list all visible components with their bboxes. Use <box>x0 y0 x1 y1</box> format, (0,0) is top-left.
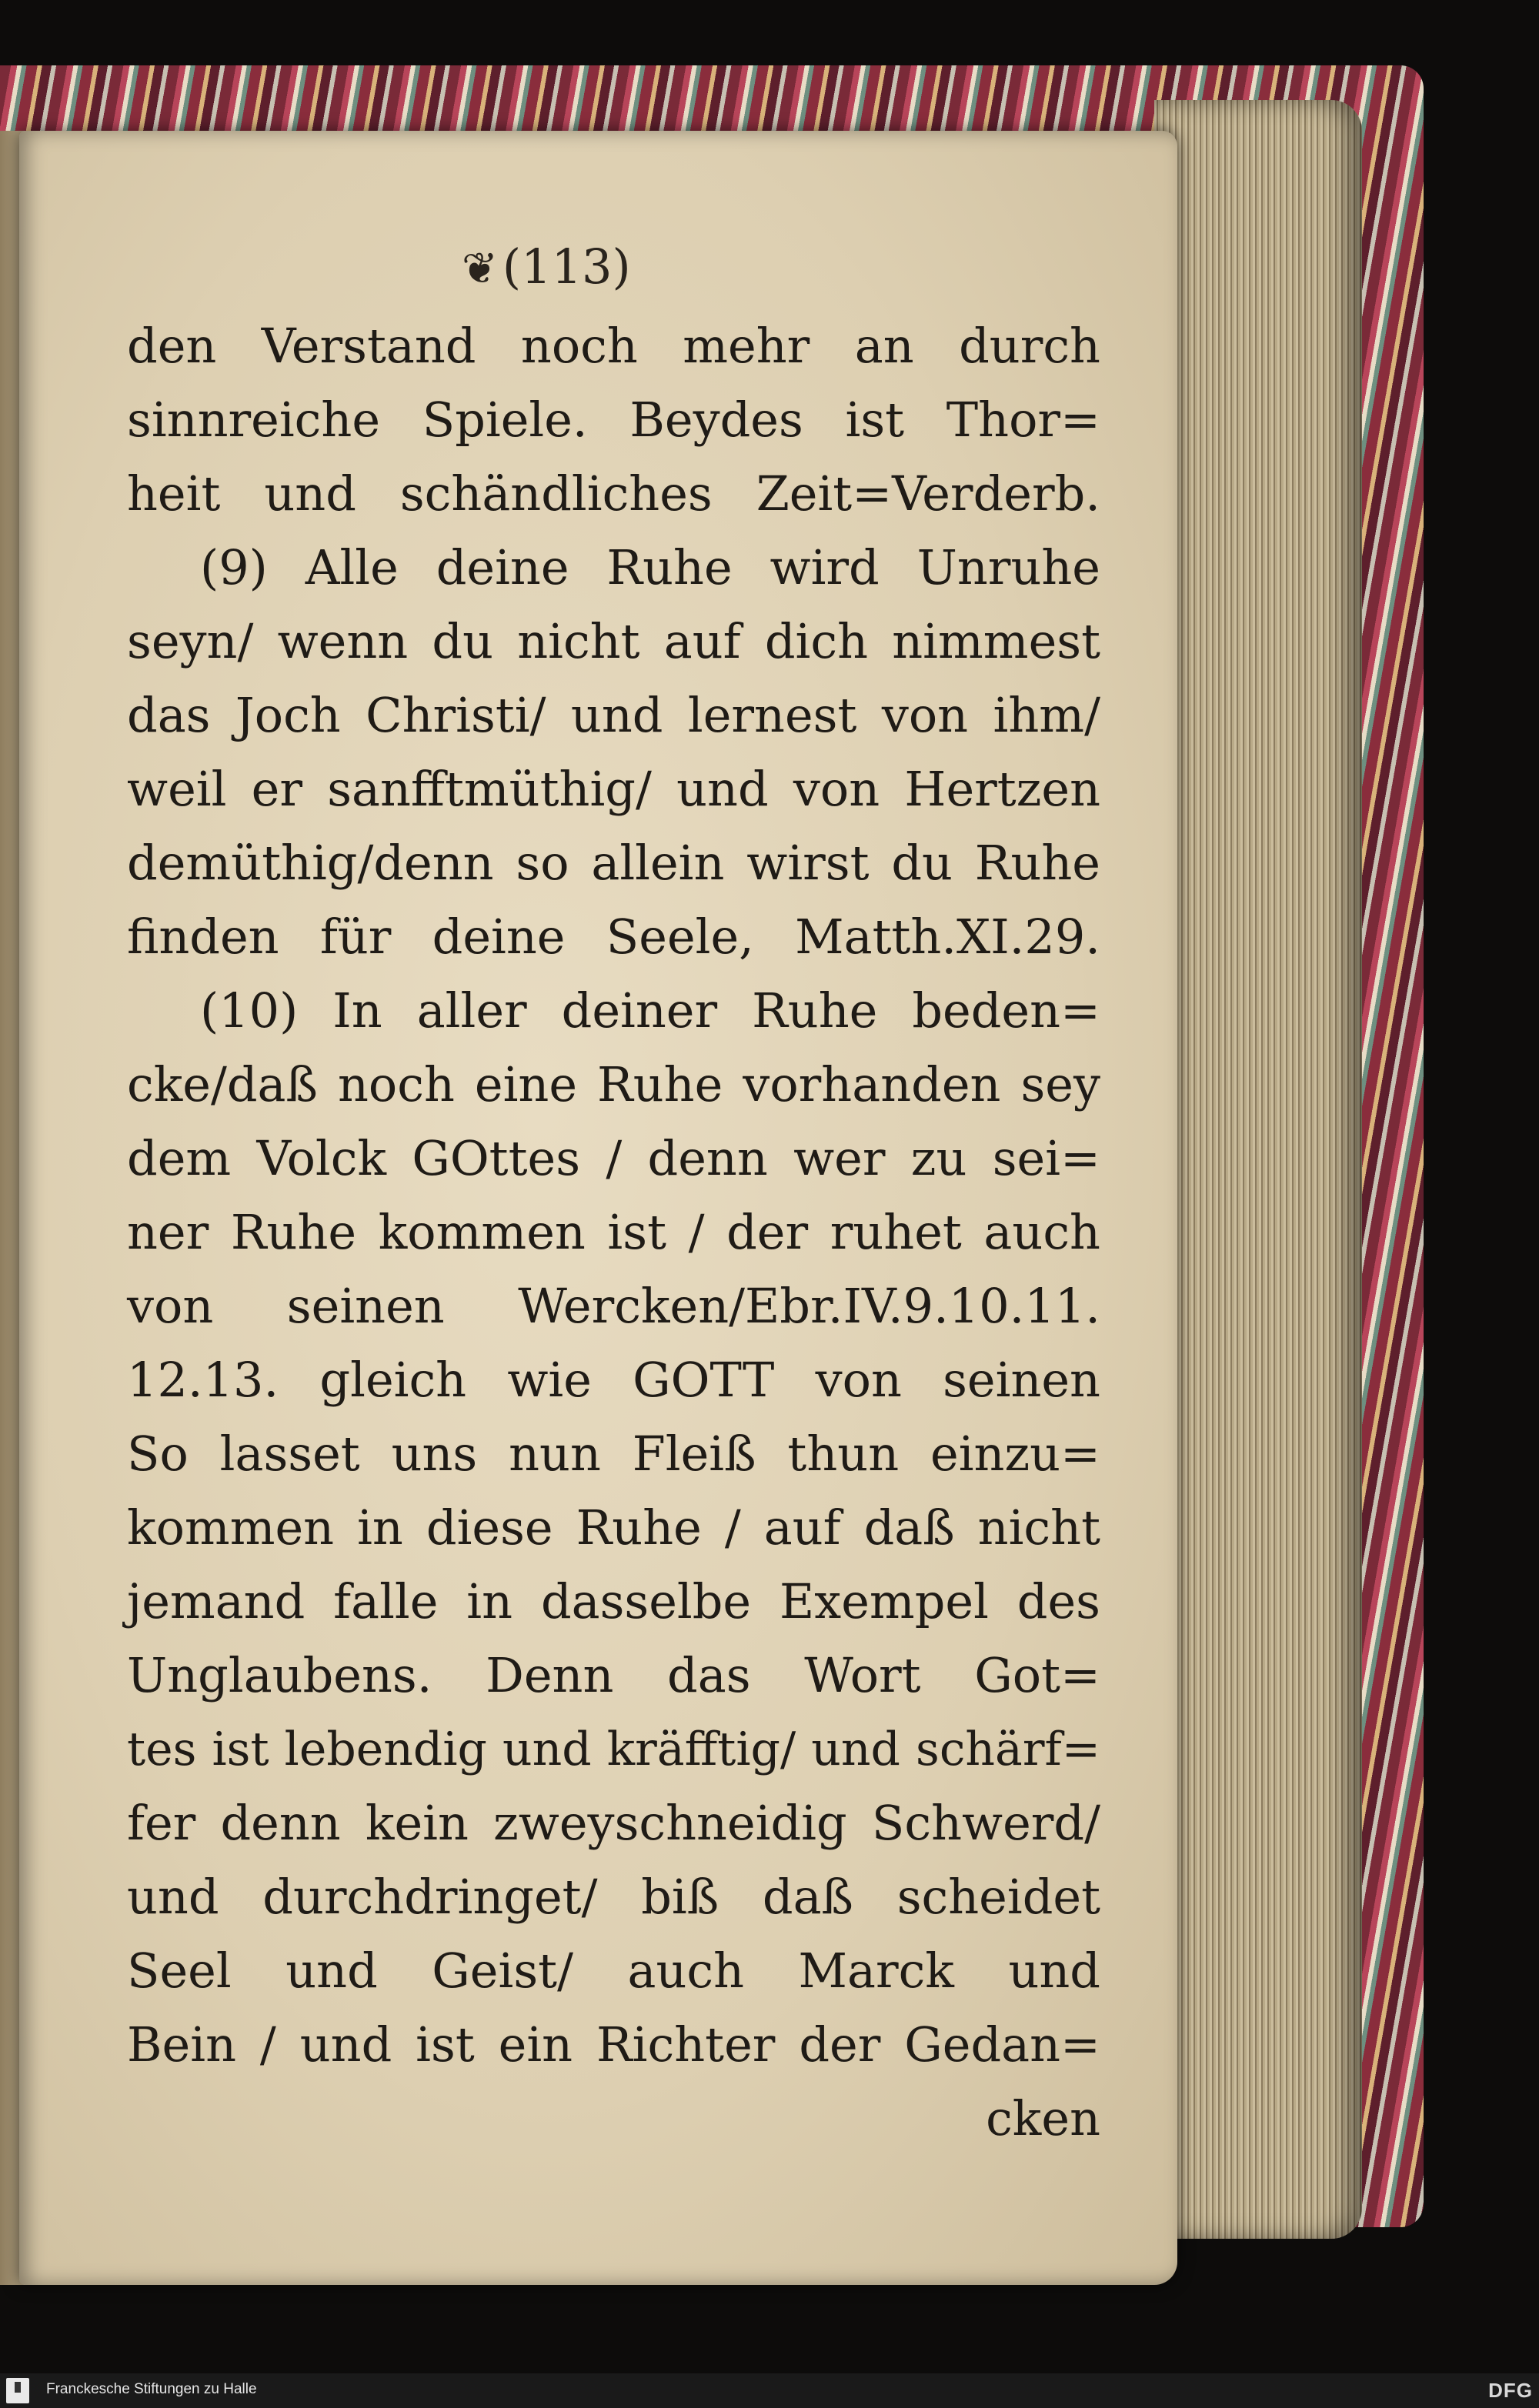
text-line: So lasset uns nun Fleiß thun einzu= <box>127 1426 1100 1482</box>
text-line: heit und schändliches Zeit=Verderb. <box>127 465 1100 522</box>
page-number-open: ( <box>502 238 522 295</box>
text-line: kommen in diese Ruhe / auf daß nicht <box>127 1499 1100 1556</box>
text-line: Bein / und ist ein Richter der Gedan= <box>127 2016 1100 2073</box>
text-line: (9) Alle deine Ruhe wird Unruhe <box>200 539 1100 595</box>
text-line: von seinen Wercken/Ebr.IV.9.10.11. <box>127 1278 1100 1334</box>
page-text <box>127 309 1100 2156</box>
text-line: das Joch Christi/ und lernest von ihm/ <box>127 687 1100 743</box>
text-line: und durchdringet/ biß daß scheidet <box>127 1869 1100 1925</box>
text-line: 12.13. gleich wie GOTT von seinen <box>127 1352 1100 1408</box>
page-number-close: ) <box>612 238 631 295</box>
ornament-icon: ❦ <box>462 244 498 294</box>
viewer-footer <box>0 2373 1539 2408</box>
library-name: Franckesche Stiftungen zu Halle <box>46 2381 257 2397</box>
text-line: demüthig/denn so allein wirst du Ruhe <box>127 835 1100 891</box>
text-line: (10) In aller deiner Ruhe beden= <box>200 982 1100 1039</box>
text-line: weil er sanfftmüthig/ und von Hertzen <box>127 761 1100 817</box>
dfg-badge: DFG <box>1488 2379 1533 2402</box>
page-number: 113 <box>521 238 613 295</box>
page-edges <box>1154 100 1362 2239</box>
text-line: fer denn kein zweyschneidig Schwerd/ <box>127 1795 1100 1851</box>
text-line: finden für deine Seele, Matth.XI.29. <box>127 909 1100 965</box>
text-line: cke/daß noch eine Ruhe vorhanden sey <box>127 1056 1100 1112</box>
text-line: Unglaubens. Denn das Wort Got= <box>127 1647 1100 1703</box>
text-line: tes ist lebendig und kräfftig/ und schärf= <box>127 1723 1100 1776</box>
text-line: dem Volck GOttes / denn wer zu sei= <box>127 1130 1100 1186</box>
text-line: seyn/ wenn du nicht auf dich nimmest <box>127 613 1100 669</box>
text-line: sinnreiche Spiele. Beydes ist Thor= <box>127 392 1100 448</box>
page-header <box>462 238 693 308</box>
library-logo-icon <box>6 2378 29 2403</box>
text-line: ner Ruhe kommen ist / der ruhet auch <box>127 1204 1100 1260</box>
text-line: den Verstand noch mehr an durch <box>127 318 1100 374</box>
text-line: jemand falle in dasselbe Exempel des <box>127 1573 1100 1629</box>
text-line: Seel und Geist/ auch Marck und <box>127 1943 1100 1999</box>
catchword: cken <box>986 2090 1100 2146</box>
